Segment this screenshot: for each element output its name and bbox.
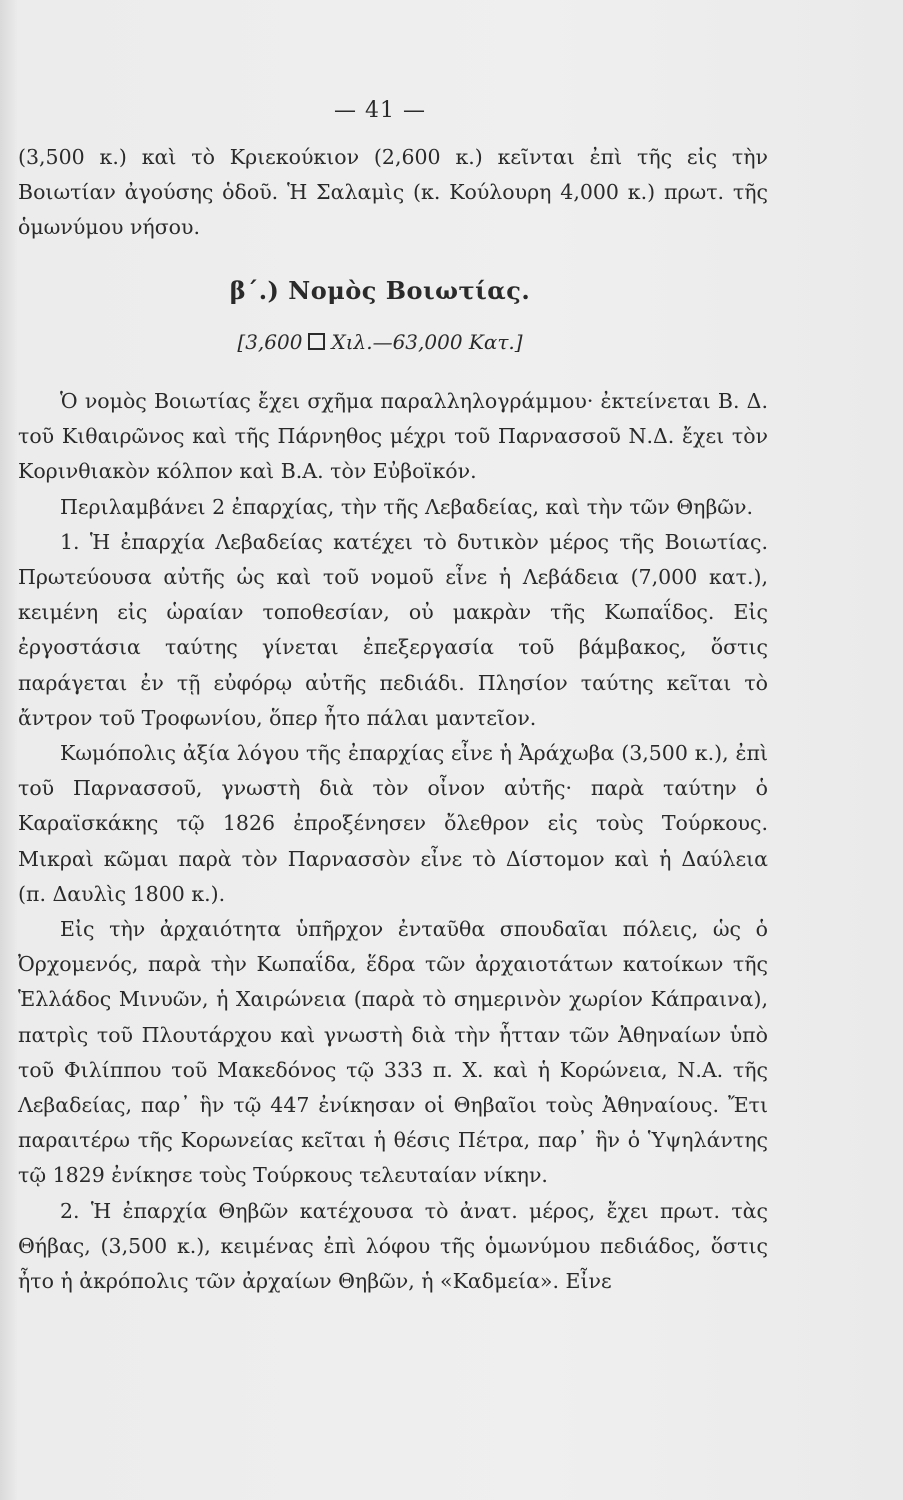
population-value: Χιλ.—63,000 Κατ.] xyxy=(331,330,523,354)
section-heading: β΄.) Νομὸς Βοιωτίας. xyxy=(229,276,531,305)
paragraph-boundaries: Ὁ νομὸς Βοιωτίας ἔχει σχῆμα παραλληλογράμμου· ἐκτείνεται Β. Δ. τοῦ Κιθαιρῶνος καὶ τῆς Πάρνηθος μέχρι τοῦ Παρνασσοῦ Ν.Δ. ἔχει τὸν Κορινθιακὸν κόλπον καὶ Β.Α. τὸν Εὐβοϊκόν. xyxy=(18,389,768,484)
section-subheading xyxy=(0,330,760,354)
main-text xyxy=(18,384,768,1299)
continuation-paragraph xyxy=(18,140,768,246)
paragraph-lebadeia: 1. Ἡ ἐπαρχία Λεβαδείας κατέχει τὸ δυτικὸν μέρος τῆς Βοιωτίας. Πρωτεύουσα αὐτῆς ὡς καὶ τοῦ νομοῦ εἶνε ἡ Λεβάδεια (7,000 κατ.), κειμένη εἰς ὡραίαν τοποθεσίαν, οὐ μακρὰν τῆς Κωπαΐδος. Εἰς ἐργοστάσια ταύτης γίνεται ἐπεξεργασία τοῦ βάμβακος, ὅστις παράγεται ἐν τῇ εὐφόρῳ αὐτῆς πεδιάδι. Πλησίον ταύτης κεῖται τὸ ἄντρον τοῦ Τροφωνίου, ὅπερ ἦτο πάλαι μαντεῖον. xyxy=(18,529,768,730)
area-value: [3,600 xyxy=(237,330,303,354)
paragraph-thebes: 2. Ἡ ἐπαρχία Θηβῶν κατέχουσα τὸ ἀνατ. μέρος, ἔχει πρωτ. τὰς Θήβας, (3,500 κ.), κειμένας ἐπὶ λόφου τῆς ὁμωνύμου πεδιάδος, ὅστις ἦτο ἡ ἀκρόπολις τῶν ἀρχαίων Θηβῶν, ἡ «Καδμεία». Εἶνε xyxy=(18,1198,768,1294)
paragraph-provinces: Περιλαμβάνει 2 ἐπαρχίας, τὴν τῆς Λεβαδείας, καὶ τὴν τῶν Θηβῶν. xyxy=(60,494,754,519)
paragraph-arachova: Κωμόπολις ἀξία λόγου τῆς ἐπαρχίας εἶνε ἡ Ἀράχωβα (3,500 κ.), ἐπὶ τοῦ Παρνασσοῦ, γνωστὴ διὰ τὸν οἶνον αὐτῆς· παρὰ ταύτην ὁ Καραϊσκάκης τῷ 1826 ἐπροξένησεν ὄλεθρον εἰς τοὺς Τούρκους. Μικραὶ κῶμαι παρὰ τὸν Παρνασσὸν εἶνε τὸ Δίστομον καὶ ἡ Δαύλεια (π. Δαυλὶς 1800 κ.). xyxy=(18,741,768,906)
page-number: — 41 — xyxy=(334,98,426,123)
square-symbol-icon xyxy=(308,333,325,350)
paragraph-text: (3,500 κ.) καὶ τὸ Κριεκούκιον (2,600 κ.) κεῖνται ἐπὶ τῆς εἰς τὴν Βοιωτίαν ἀγούσης ὁδοῦ. Ἡ Σαλαμὶς (κ. Κούλουρη 4,000 κ.) πρωτ. τῆς ὁμωνύμου νήσου. xyxy=(18,145,768,240)
paragraph-antiquity: Εἰς τὴν ἀρχαιότητα ὑπῆρχον ἐνταῦθα σπουδαῖαι πόλεις, ὡς ὁ Ὀρχομενός, παρὰ τὴν Κωπαΐδα, ἕδρα τῶν ἀρχαιοτάτων κατοίκων τῆς Ἑλλάδος Μινυῶν, ἡ Χαιρώνεια (παρὰ τὸ σημερινὸν χωρίον Κάπραινα), πατρὶς τοῦ Πλουτάρχου καὶ γνωστὴ διὰ τὴν ἧτταν τῶν Ἀθηναίων ὑπὸ τοῦ Φιλίππου τοῦ Μακεδόνος τῷ 333 π. Χ. καὶ ἡ Κορώνεια, Ν.Α. τῆς Λεβαδείας, παρ᾽ ἣν τῷ 447 ἐνίκησαν οἱ Θηβαῖοι τοὺς Ἀθηναίους. Ἔτι παραιτέρω τῆς Κορωνείας κεῖται ἡ θέσις Πέτρα, παρ᾽ ἣν ὁ Ὑψηλάντης τῷ 1829 ἐνίκησε τοὺς Τούρκους τελευταίαν νίκην. xyxy=(18,917,768,1188)
